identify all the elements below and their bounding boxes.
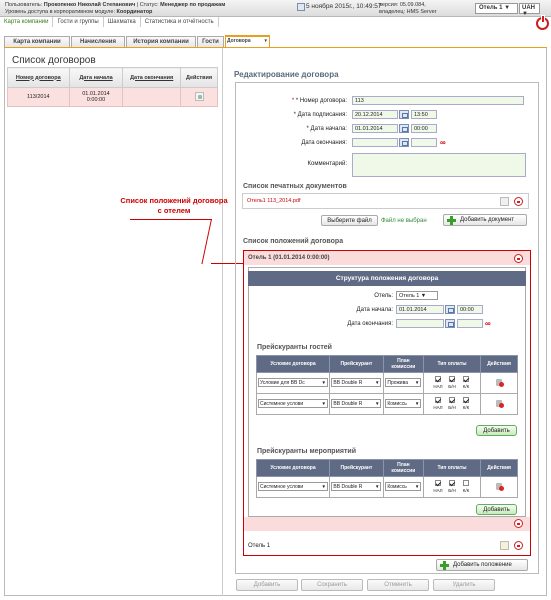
nav-guests-groups[interactable]: Гости и группы xyxy=(53,17,103,27)
ep-col-commission: План комиссии xyxy=(383,460,423,477)
table-row[interactable] xyxy=(8,88,218,107)
kk-label: К/К xyxy=(462,405,470,410)
sign-date-input[interactable]: 20.12.2014 xyxy=(352,110,398,119)
pos-hotel-value: Отель 1 xyxy=(399,293,420,299)
tab-company-card[interactable]: Карта компании xyxy=(4,36,70,48)
add-position-button[interactable] xyxy=(436,559,528,571)
current-date: 5 ноября 2015г., 10:49:57 xyxy=(306,3,382,10)
user-status: Менеджер по продажам xyxy=(160,2,226,8)
nal-checkbox[interactable] xyxy=(435,480,441,486)
contract-start-time: 0:00:00 xyxy=(86,97,106,103)
doc-file-link[interactable]: Отель1 113_2014.pdf xyxy=(247,198,301,204)
status-prefix: | Статус: xyxy=(136,2,159,8)
panel-splitter[interactable] xyxy=(222,48,223,596)
end-date-input[interactable] xyxy=(352,138,398,147)
bn-label: Б/Н xyxy=(448,405,456,410)
col-end-label: Дата окончания xyxy=(130,74,174,81)
price-select[interactable]: BB Double R ▼ xyxy=(331,399,381,408)
power-icon[interactable] xyxy=(536,17,549,30)
main-nav xyxy=(0,17,219,29)
user-prefix: Пользователь: xyxy=(5,2,43,8)
plus-icon xyxy=(447,216,456,225)
contracts-table xyxy=(7,67,218,107)
doc-edit-icon[interactable] xyxy=(500,197,509,206)
nav-company-card[interactable]: Карта компании xyxy=(0,17,53,27)
condition-select[interactable]: Системное услови ▼ xyxy=(258,482,328,491)
add-event-price-button[interactable]: Добавить xyxy=(476,504,517,515)
kk-checkbox[interactable] xyxy=(463,376,469,382)
pos-start-date-input[interactable]: 01.01.2014 xyxy=(396,305,444,314)
calendar-icon[interactable] xyxy=(399,138,409,147)
infinity-icon[interactable]: ∞ xyxy=(440,138,446,147)
number-label-text: * Номер договора: xyxy=(295,98,347,104)
hotel-select[interactable]: Отель 1 ▼ xyxy=(475,3,518,14)
user-name: Прокопенко Николай Степанович xyxy=(43,2,136,8)
bn-label: Б/Н xyxy=(448,488,456,493)
currency-select[interactable]: UAH ▼ xyxy=(519,3,540,14)
version: версия: 05.09.084, xyxy=(379,2,426,8)
no-file-text: Файл не выбран xyxy=(381,218,427,224)
table-row xyxy=(257,477,518,498)
tab-guests[interactable]: Гости xyxy=(197,36,224,48)
gp-col-payment: Тип оплаты xyxy=(423,356,480,373)
top-bar xyxy=(0,0,551,17)
commission-select[interactable]: Прожива ▼ xyxy=(385,378,421,387)
comment-label: Комментарий: xyxy=(307,161,347,167)
contract-start xyxy=(69,88,123,107)
col-start-label: Дата начала xyxy=(79,74,113,81)
tab-charges[interactable]: Начисления xyxy=(71,36,125,48)
delete-button[interactable]: Удалить xyxy=(433,579,495,591)
doc-delete-icon[interactable] xyxy=(514,197,523,206)
delete-row-icon[interactable] xyxy=(495,482,503,491)
save-button[interactable]: Сохранить xyxy=(301,579,363,591)
plus-icon xyxy=(440,561,449,570)
nal-label: НАЛ xyxy=(433,384,443,389)
hotel-select-value: Отель 1 xyxy=(479,5,503,11)
delete-row-icon[interactable] xyxy=(495,399,503,408)
table-row xyxy=(257,394,518,415)
contract-start-date: 01.01.2014 xyxy=(82,91,110,97)
position-footer xyxy=(244,517,530,531)
kk-label: К/К xyxy=(462,384,470,389)
annotation-line xyxy=(130,219,212,220)
pos-end-label: Дата окончания: xyxy=(347,321,393,327)
print-docs-title: Список печатных документов xyxy=(243,183,347,190)
table-row xyxy=(257,373,518,394)
positions-title: Список положений договора xyxy=(243,238,344,245)
version-info xyxy=(379,2,437,16)
edit-position-icon[interactable] xyxy=(500,541,509,550)
col-end[interactable] xyxy=(123,68,181,88)
nal-checkbox[interactable] xyxy=(435,397,441,403)
end-time-input[interactable] xyxy=(411,138,437,147)
ep-col-condition: Условие договора xyxy=(257,460,330,477)
nal-label: НАЛ xyxy=(433,405,443,410)
gp-col-condition: Условие договора xyxy=(257,356,330,373)
tab-contracts[interactable]: Договора ▼ xyxy=(225,35,270,48)
kk-label: К/К xyxy=(462,488,470,493)
pos-end-date-input[interactable] xyxy=(396,319,444,328)
pos-hotel-label: Отель: xyxy=(374,293,393,299)
calendar-icon[interactable] xyxy=(399,124,409,133)
commission-select[interactable]: Комиссь ▼ xyxy=(385,482,421,491)
event-prices-table xyxy=(256,459,518,498)
edit-title: Редактирование договора xyxy=(234,70,339,79)
nal-checkbox[interactable] xyxy=(435,376,441,382)
number-input[interactable]: 113 xyxy=(352,96,524,105)
price-select[interactable]: BB Double R ▼ xyxy=(331,378,381,387)
col-number[interactable] xyxy=(8,68,70,88)
access-level: Координатор xyxy=(116,9,153,15)
position-item-label: Отель 1 xyxy=(248,543,271,549)
start-time-input[interactable]: 00:00 xyxy=(411,124,437,133)
access-info xyxy=(5,9,152,15)
access-prefix: Уровень доступа в корпоративном модуле: xyxy=(5,9,115,15)
annotation-text: Список положений договора с отелем xyxy=(120,196,228,215)
col-actions: Действия xyxy=(181,68,218,88)
calendar-icon[interactable] xyxy=(445,319,455,328)
choose-file-button[interactable]: Выберите файл xyxy=(321,215,378,226)
start-date-input[interactable]: 01.01.2014 xyxy=(352,124,398,133)
ep-col-actions: Действия xyxy=(481,460,518,477)
commission-select[interactable]: Комиссь ▼ xyxy=(385,399,421,408)
condition-select[interactable]: Условие для BB Dc ▼ xyxy=(258,378,328,387)
calendar-icon[interactable] xyxy=(445,305,455,314)
comment-textarea[interactable] xyxy=(352,153,526,177)
calendar-icon[interactable] xyxy=(399,110,409,119)
delete-contract-icon[interactable] xyxy=(195,92,204,101)
pos-start-label: Дата начала: xyxy=(356,307,393,313)
contract-end xyxy=(123,88,181,107)
bn-checkbox[interactable] xyxy=(449,376,455,382)
position-title: Отель 1 (01.01.2014 0:00:00) xyxy=(248,255,330,261)
infinity-icon[interactable]: ∞ xyxy=(485,319,491,328)
add-document-button[interactable] xyxy=(443,214,527,226)
calendar-icon xyxy=(297,3,305,11)
bn-checkbox[interactable] xyxy=(449,480,455,486)
tab-company-history[interactable]: История компании xyxy=(126,36,196,48)
sign-label: * Дата подписания: xyxy=(293,112,347,118)
condition-select[interactable]: Системное услови ▼ xyxy=(258,399,328,408)
bn-label: Б/Н xyxy=(448,384,456,389)
owner: владелец: HMS Server xyxy=(379,9,437,15)
col-start[interactable] xyxy=(69,68,123,88)
contracts-list-title: Список договоров xyxy=(12,55,96,66)
ep-col-price: Прейскурант xyxy=(329,460,383,477)
bn-checkbox[interactable] xyxy=(449,397,455,403)
nav-statistics[interactable]: Статистика и отчётность xyxy=(141,17,219,27)
start-label: * Дата начала: xyxy=(306,126,347,132)
kk-checkbox[interactable] xyxy=(463,397,469,403)
pos-end-time-input[interactable] xyxy=(457,319,483,328)
user-info xyxy=(5,2,225,8)
collapse-position-icon[interactable] xyxy=(514,254,523,263)
contract-number: 113/2014 xyxy=(8,88,70,107)
delete-position-icon[interactable] xyxy=(514,541,523,550)
guest-prices-title: Прейскуранты гостей xyxy=(257,344,332,351)
sign-time-input[interactable]: 13:50 xyxy=(411,110,437,119)
currency-select-value: UAH xyxy=(522,5,535,11)
ep-col-payment: Тип оплаты xyxy=(423,460,480,477)
add-guest-price-button[interactable]: Добавить xyxy=(476,425,517,436)
nav-chess[interactable]: Шахматка xyxy=(104,17,141,27)
contract-actions xyxy=(181,88,218,107)
guest-prices-table xyxy=(256,355,518,415)
event-prices-title: Прейскуранты мероприятий xyxy=(257,448,356,455)
end-label: Дата окончания: xyxy=(301,140,347,146)
col-number-label: Номер договора xyxy=(15,74,61,81)
add-document-label: Добавить документ xyxy=(460,217,515,223)
cancel-button[interactable]: Отменить xyxy=(367,579,429,591)
add-button[interactable]: Добавить xyxy=(236,579,298,591)
number-label: * * Номер договора: xyxy=(291,98,347,104)
kk-checkbox[interactable] xyxy=(463,480,469,486)
structure-title: Структура положения договора xyxy=(248,271,526,286)
gp-col-actions: Действия xyxy=(481,356,518,373)
pos-start-time-input[interactable]: 00:00 xyxy=(457,305,483,314)
pos-hotel-select[interactable]: Отель 1 ▼ xyxy=(396,291,438,300)
collapse-position-icon[interactable] xyxy=(514,519,523,528)
gp-col-price: Прейскурант xyxy=(329,356,383,373)
gp-col-commission: План комиссии xyxy=(383,356,423,373)
add-position-label: Добавить положение xyxy=(453,562,512,568)
delete-row-icon[interactable] xyxy=(495,378,503,387)
price-select[interactable]: BB Double R ▼ xyxy=(331,482,381,491)
nal-label: НАЛ xyxy=(433,488,443,493)
